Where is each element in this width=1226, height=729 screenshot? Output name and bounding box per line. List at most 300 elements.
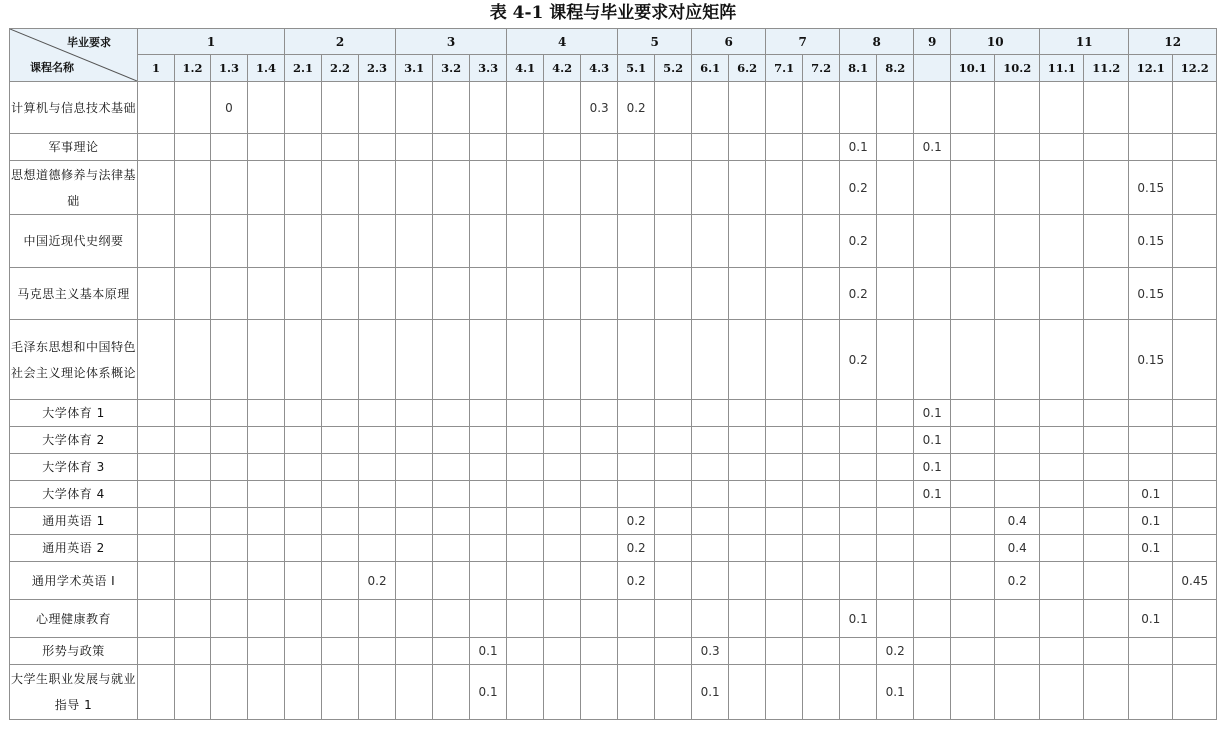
weight-cell — [175, 665, 211, 720]
weight-cell — [803, 665, 840, 720]
weight-cell — [914, 638, 951, 665]
course-name-cell: 毛泽东思想和中国特色社会主义理论体系概论 — [10, 320, 138, 400]
weight-cell — [507, 638, 544, 665]
weight-cell — [840, 82, 877, 134]
weight-cell — [433, 320, 470, 400]
weight-cell — [1129, 82, 1173, 134]
weight-cell — [914, 665, 951, 720]
weight-cell — [248, 134, 285, 161]
requirement-group-header: 8 — [840, 29, 914, 55]
weight-cell — [877, 535, 914, 562]
weight-cell: 0.1 — [470, 638, 507, 665]
weight-cell — [433, 562, 470, 600]
requirement-subheader: 2.2 — [322, 55, 359, 82]
weight-cell — [618, 481, 655, 508]
table-row — [10, 535, 1217, 562]
requirement-subheader: 11.2 — [1084, 55, 1129, 82]
weight-cell — [1129, 454, 1173, 481]
weight-cell — [544, 427, 581, 454]
weight-cell — [507, 400, 544, 427]
corner-label-requirement: 毕业要求 — [67, 36, 111, 49]
weight-cell — [655, 600, 692, 638]
weight-cell — [285, 508, 322, 535]
requirement-subheader: 3.1 — [396, 55, 433, 82]
weight-cell — [138, 600, 175, 638]
weight-cell — [951, 320, 995, 400]
weight-cell — [1084, 161, 1129, 215]
weight-cell — [433, 268, 470, 320]
course-name-cell: 计算机与信息技术基础 — [10, 82, 138, 134]
weight-cell — [322, 562, 359, 600]
weight-cell — [729, 400, 766, 427]
requirement-subheader — [914, 55, 951, 82]
weight-cell: 0.1 — [1129, 535, 1173, 562]
weight-cell: 0.2 — [359, 562, 396, 600]
weight-cell — [655, 400, 692, 427]
weight-cell — [470, 481, 507, 508]
weight-cell — [618, 161, 655, 215]
weight-cell — [544, 400, 581, 427]
weight-cell — [175, 400, 211, 427]
weight-cell — [914, 215, 951, 268]
weight-cell — [729, 508, 766, 535]
weight-cell — [1040, 481, 1084, 508]
weight-cell — [692, 562, 729, 600]
weight-cell — [951, 454, 995, 481]
weight-cell — [396, 562, 433, 600]
weight-cell — [995, 215, 1040, 268]
weight-cell — [618, 400, 655, 427]
requirement-subheader: 4.3 — [581, 55, 618, 82]
weight-cell — [1084, 665, 1129, 720]
table-row — [10, 134, 1217, 161]
course-name-cell: 大学体育 1 — [10, 400, 138, 427]
weight-cell — [803, 600, 840, 638]
weight-cell — [507, 320, 544, 400]
weight-cell — [285, 600, 322, 638]
weight-cell — [766, 562, 803, 600]
weight-cell — [803, 508, 840, 535]
weight-cell — [914, 535, 951, 562]
weight-cell — [803, 134, 840, 161]
weight-cell — [211, 481, 248, 508]
weight-cell — [248, 161, 285, 215]
weight-cell — [138, 134, 175, 161]
weight-cell — [175, 134, 211, 161]
weight-cell — [951, 400, 995, 427]
weight-cell — [138, 427, 175, 454]
weight-cell — [1084, 481, 1129, 508]
weight-cell: 0.1 — [840, 134, 877, 161]
weight-cell — [877, 600, 914, 638]
weight-cell — [359, 665, 396, 720]
table-row — [10, 665, 1217, 720]
weight-cell: 0.1 — [1129, 481, 1173, 508]
weight-cell — [1040, 562, 1084, 600]
weight-cell — [470, 454, 507, 481]
course-name-cell: 大学体育 2 — [10, 427, 138, 454]
weight-cell — [803, 215, 840, 268]
weight-cell — [840, 508, 877, 535]
weight-cell — [951, 134, 995, 161]
weight-cell — [433, 161, 470, 215]
weight-cell: 0.1 — [914, 400, 951, 427]
weight-cell — [581, 161, 618, 215]
weight-cell — [1129, 562, 1173, 600]
weight-cell — [359, 427, 396, 454]
weight-cell — [211, 320, 248, 400]
weight-cell — [803, 400, 840, 427]
weight-cell — [211, 268, 248, 320]
weight-cell — [995, 600, 1040, 638]
weight-cell — [396, 454, 433, 481]
weight-cell — [396, 665, 433, 720]
requirement-subheader: 7.1 — [766, 55, 803, 82]
weight-cell — [655, 481, 692, 508]
weight-cell: 0.1 — [1129, 508, 1173, 535]
weight-cell — [581, 600, 618, 638]
requirement-subheader: 2.1 — [285, 55, 322, 82]
weight-cell — [1084, 600, 1129, 638]
weight-cell — [692, 600, 729, 638]
weight-cell — [248, 665, 285, 720]
weight-cell — [322, 638, 359, 665]
weight-cell — [211, 400, 248, 427]
weight-cell — [581, 481, 618, 508]
weight-cell — [470, 508, 507, 535]
weight-cell — [138, 320, 175, 400]
table-row — [10, 508, 1217, 535]
weight-cell — [995, 400, 1040, 427]
weight-cell — [211, 427, 248, 454]
weight-cell — [359, 481, 396, 508]
weight-cell — [914, 508, 951, 535]
weight-cell — [433, 400, 470, 427]
weight-cell — [840, 562, 877, 600]
weight-cell — [766, 134, 803, 161]
weight-cell: 0.2 — [840, 161, 877, 215]
weight-cell — [581, 400, 618, 427]
weight-cell — [507, 268, 544, 320]
table-row — [10, 215, 1217, 268]
weight-cell — [433, 638, 470, 665]
weight-cell — [396, 535, 433, 562]
weight-cell — [951, 600, 995, 638]
weight-cell — [995, 268, 1040, 320]
weight-cell — [877, 508, 914, 535]
weight-cell — [322, 161, 359, 215]
weight-cell — [766, 665, 803, 720]
weight-cell — [692, 454, 729, 481]
weight-cell — [359, 535, 396, 562]
weight-cell — [248, 400, 285, 427]
weight-cell — [211, 161, 248, 215]
requirement-group-header: 1 — [138, 29, 285, 55]
weight-cell — [359, 82, 396, 134]
weight-cell — [248, 320, 285, 400]
weight-cell — [285, 427, 322, 454]
weight-cell — [729, 481, 766, 508]
weight-cell — [729, 134, 766, 161]
weight-cell — [914, 268, 951, 320]
weight-cell — [766, 82, 803, 134]
weight-cell — [692, 481, 729, 508]
weight-cell — [1040, 400, 1084, 427]
course-name-cell: 大学生职业发展与就业指导 1 — [10, 665, 138, 720]
weight-cell — [470, 82, 507, 134]
weight-cell — [470, 161, 507, 215]
weight-cell — [248, 562, 285, 600]
course-requirement-matrix — [9, 28, 1217, 720]
weight-cell — [803, 320, 840, 400]
weight-cell — [359, 600, 396, 638]
weight-cell — [581, 320, 618, 400]
weight-cell — [1040, 268, 1084, 320]
weight-cell — [544, 161, 581, 215]
requirement-subheader: 6.2 — [729, 55, 766, 82]
weight-cell — [951, 665, 995, 720]
requirement-subheader: 4.1 — [507, 55, 544, 82]
weight-cell — [655, 638, 692, 665]
table-row — [10, 320, 1217, 400]
weight-cell — [840, 638, 877, 665]
weight-cell — [433, 82, 470, 134]
weight-cell — [544, 320, 581, 400]
weight-cell — [766, 508, 803, 535]
requirement-subheader: 5.1 — [618, 55, 655, 82]
requirement-subheader: 3.3 — [470, 55, 507, 82]
course-name-cell: 军事理论 — [10, 134, 138, 161]
course-name-cell: 形势与政策 — [10, 638, 138, 665]
requirement-group-header: 4 — [507, 29, 618, 55]
requirement-subheader: 10.2 — [995, 55, 1040, 82]
weight-cell — [175, 320, 211, 400]
weight-cell — [766, 454, 803, 481]
weight-cell — [655, 535, 692, 562]
weight-cell — [995, 454, 1040, 481]
weight-cell — [359, 268, 396, 320]
requirement-subheader: 1.4 — [248, 55, 285, 82]
weight-cell — [1173, 665, 1217, 720]
weight-cell — [1129, 665, 1173, 720]
weight-cell — [248, 215, 285, 268]
weight-cell — [1173, 400, 1217, 427]
course-name-cell: 大学体育 3 — [10, 454, 138, 481]
weight-cell — [544, 454, 581, 481]
weight-cell — [766, 268, 803, 320]
weight-cell — [433, 481, 470, 508]
weight-cell — [285, 638, 322, 665]
weight-cell — [285, 82, 322, 134]
weight-cell — [803, 481, 840, 508]
weight-cell — [138, 82, 175, 134]
weight-cell — [766, 161, 803, 215]
table-row — [10, 82, 1217, 134]
weight-cell — [951, 508, 995, 535]
weight-cell: 0.15 — [1129, 268, 1173, 320]
weight-cell — [729, 82, 766, 134]
weight-cell — [285, 268, 322, 320]
weight-cell — [581, 215, 618, 268]
weight-cell — [840, 427, 877, 454]
weight-cell — [729, 320, 766, 400]
weight-cell: 0.1 — [840, 600, 877, 638]
weight-cell — [138, 268, 175, 320]
weight-cell — [211, 562, 248, 600]
weight-cell — [581, 508, 618, 535]
weight-cell — [692, 215, 729, 268]
weight-cell — [1040, 454, 1084, 481]
table-row — [10, 400, 1217, 427]
weight-cell — [1084, 134, 1129, 161]
weight-cell — [995, 161, 1040, 215]
weight-cell — [396, 400, 433, 427]
weight-cell — [618, 638, 655, 665]
weight-cell — [1084, 82, 1129, 134]
weight-cell — [618, 454, 655, 481]
weight-cell — [470, 215, 507, 268]
weight-cell — [359, 161, 396, 215]
weight-cell — [1040, 600, 1084, 638]
weight-cell — [470, 427, 507, 454]
weight-cell: 0.1 — [877, 665, 914, 720]
weight-cell: 0.1 — [1129, 600, 1173, 638]
weight-cell — [581, 638, 618, 665]
weight-cell — [803, 562, 840, 600]
weight-cell — [692, 134, 729, 161]
weight-cell — [433, 134, 470, 161]
weight-cell — [248, 508, 285, 535]
weight-cell — [766, 600, 803, 638]
weight-cell — [322, 508, 359, 535]
weight-cell — [1173, 508, 1217, 535]
weight-cell — [175, 268, 211, 320]
weight-cell — [433, 215, 470, 268]
weight-cell — [285, 215, 322, 268]
weight-cell — [840, 535, 877, 562]
weight-cell — [433, 665, 470, 720]
weight-cell — [692, 400, 729, 427]
weight-cell — [729, 665, 766, 720]
weight-cell — [359, 508, 396, 535]
weight-cell — [507, 82, 544, 134]
weight-cell — [1173, 535, 1217, 562]
weight-cell — [655, 454, 692, 481]
weight-cell: 0.4 — [995, 508, 1040, 535]
weight-cell — [581, 454, 618, 481]
weight-cell — [211, 665, 248, 720]
weight-cell — [138, 638, 175, 665]
weight-cell: 0.3 — [692, 638, 729, 665]
weight-cell — [914, 82, 951, 134]
table-row — [10, 600, 1217, 638]
weight-cell — [359, 320, 396, 400]
weight-cell — [803, 268, 840, 320]
requirement-subheader: 10.1 — [951, 55, 995, 82]
weight-cell — [581, 268, 618, 320]
weight-cell — [1084, 215, 1129, 268]
weight-cell — [470, 268, 507, 320]
weight-cell — [692, 268, 729, 320]
course-name-cell: 通用英语 1 — [10, 508, 138, 535]
weight-cell — [175, 454, 211, 481]
weight-cell — [655, 215, 692, 268]
weight-cell — [877, 427, 914, 454]
weight-cell — [248, 82, 285, 134]
weight-cell — [138, 161, 175, 215]
weight-cell — [285, 454, 322, 481]
weight-cell — [285, 481, 322, 508]
weight-cell — [951, 562, 995, 600]
table-row — [10, 481, 1217, 508]
weight-cell — [1084, 508, 1129, 535]
weight-cell — [433, 454, 470, 481]
weight-cell — [433, 535, 470, 562]
weight-cell — [175, 161, 211, 215]
weight-cell — [951, 268, 995, 320]
weight-cell: 0 — [211, 82, 248, 134]
weight-cell — [995, 481, 1040, 508]
requirement-group-header: 7 — [766, 29, 840, 55]
weight-cell — [507, 665, 544, 720]
weight-cell — [729, 638, 766, 665]
weight-cell — [138, 400, 175, 427]
weight-cell — [877, 215, 914, 268]
weight-cell — [581, 562, 618, 600]
weight-cell — [803, 161, 840, 215]
weight-cell — [470, 600, 507, 638]
weight-cell: 0.2 — [840, 215, 877, 268]
requirement-subheader: 5.2 — [655, 55, 692, 82]
weight-cell — [507, 535, 544, 562]
requirement-subheader: 1.3 — [211, 55, 248, 82]
weight-cell — [396, 481, 433, 508]
weight-cell — [1040, 638, 1084, 665]
weight-cell — [396, 600, 433, 638]
weight-cell — [175, 481, 211, 508]
requirement-group-header: 11 — [1040, 29, 1129, 55]
weight-cell — [1173, 481, 1217, 508]
requirement-subheader: 8.1 — [840, 55, 877, 82]
weight-cell — [803, 638, 840, 665]
corner-label-course: 课程名称 — [30, 61, 74, 74]
weight-cell — [692, 508, 729, 535]
weight-cell — [1084, 320, 1129, 400]
requirement-group-header: 2 — [285, 29, 396, 55]
weight-cell — [655, 665, 692, 720]
weight-cell — [951, 427, 995, 454]
weight-cell — [322, 134, 359, 161]
weight-cell: 0.3 — [581, 82, 618, 134]
weight-cell — [729, 268, 766, 320]
weight-cell — [248, 268, 285, 320]
weight-cell — [322, 268, 359, 320]
weight-cell: 0.2 — [618, 82, 655, 134]
weight-cell — [396, 508, 433, 535]
weight-cell — [1040, 215, 1084, 268]
weight-cell — [507, 427, 544, 454]
weight-cell — [1173, 134, 1217, 161]
weight-cell — [803, 535, 840, 562]
requirement-group-header: 9 — [914, 29, 951, 55]
weight-cell — [544, 638, 581, 665]
weight-cell — [396, 638, 433, 665]
weight-cell — [248, 638, 285, 665]
requirement-subheader: 12.2 — [1173, 55, 1217, 82]
weight-cell — [507, 454, 544, 481]
table-row — [10, 268, 1217, 320]
weight-cell — [544, 268, 581, 320]
